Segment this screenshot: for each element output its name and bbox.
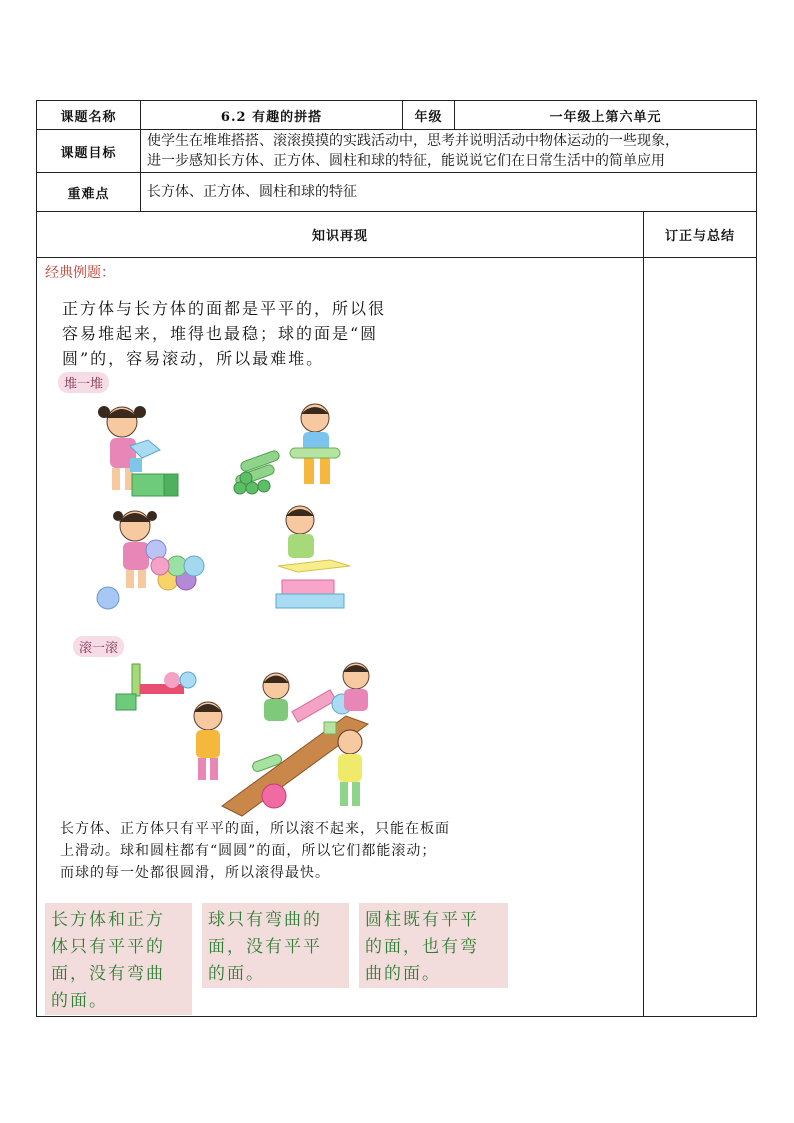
box-line: 的面。: [51, 991, 108, 1011]
summary-box-cuboid: [45, 903, 192, 1015]
boy-with-cylinders-figure: [290, 404, 340, 484]
knowledge-title: 知识再现: [311, 229, 368, 244]
example-label: 经典例题：: [45, 265, 115, 281]
paragraph-line: 长方体、正方体只有平平的面，所以滚不起来，只能在板面: [60, 821, 450, 837]
cylinder-pile: [234, 449, 281, 494]
topic-label: 课题名称: [60, 109, 117, 125]
paragraph-line: 正方体与长方体的面都是平平的，所以很: [62, 299, 387, 318]
key-value: 长方体、正方体、圆柱和球的特征: [147, 184, 357, 200]
rolling-illustration: [110, 656, 390, 818]
table-border-bottom: [36, 1016, 757, 1017]
summary-title: 订正与总结: [664, 229, 735, 244]
box-line: 面，没有平平: [208, 937, 322, 957]
roll-title: 滚一滚: [73, 636, 124, 657]
paragraph-stacking: [62, 296, 386, 371]
goal-label: 课题目标: [60, 145, 117, 161]
topic-value: 6.2 有趣的拼搭: [220, 109, 323, 125]
grade-value: 一年级上第六单元: [549, 109, 662, 125]
paragraph-rolling: [60, 818, 450, 884]
box-line: 圆柱既有平平: [365, 910, 479, 930]
key-label: 重难点: [67, 186, 110, 202]
green-cube-blocks: [132, 474, 178, 496]
goal-line-2: 进一步感知长方体、正方体、圆柱和球的特征，能说说它们在日常生活中的简单应用: [147, 153, 665, 169]
paragraph-line: 上滑动。球和圆柱都有“圆圆”的面，所以它们都能滚动；: [60, 843, 437, 859]
paragraph-line: 容易堆起来，堆得也最稳；球的面是“圆: [62, 324, 379, 343]
boy-stacking-figure: [286, 506, 314, 558]
box-line: 的面，也有弯: [365, 937, 479, 957]
paragraph-line: 而球的每一处都很圆滑，所以滚得最快。: [60, 865, 330, 881]
summary-box-sphere: [202, 903, 349, 988]
grade-label: 年级: [414, 109, 443, 125]
table-col-divider: [643, 211, 644, 1017]
pile-title: 堆一堆: [58, 372, 109, 393]
girl-with-balls-figure: [113, 511, 166, 588]
box-line: 的面。: [208, 964, 265, 984]
ball-pile: [97, 556, 204, 609]
goal-value: [141, 130, 756, 172]
box-line: 长方体和正方: [51, 910, 165, 930]
paragraph-line: 圆”的，容易滚动，所以最难堆。: [62, 349, 325, 368]
box-line: 体只有平平的: [51, 937, 165, 957]
table-row-divider: [36, 257, 757, 258]
table-border-right: [756, 100, 757, 1017]
box-line: 球只有弯曲的: [208, 910, 322, 930]
goal-line-1: 使学生在堆堆搭搭、滚滚摸摸的实践活动中，思考并说明活动中物体运动的一些现象，: [147, 133, 679, 149]
stacking-illustration: [90, 398, 360, 620]
summary-box-cylinder: [359, 903, 508, 988]
shapes-group: [116, 664, 196, 710]
box-line: 曲的面。: [365, 964, 441, 984]
rectangle-stack: [276, 560, 350, 608]
box-line: 面，没有弯曲: [51, 964, 165, 984]
